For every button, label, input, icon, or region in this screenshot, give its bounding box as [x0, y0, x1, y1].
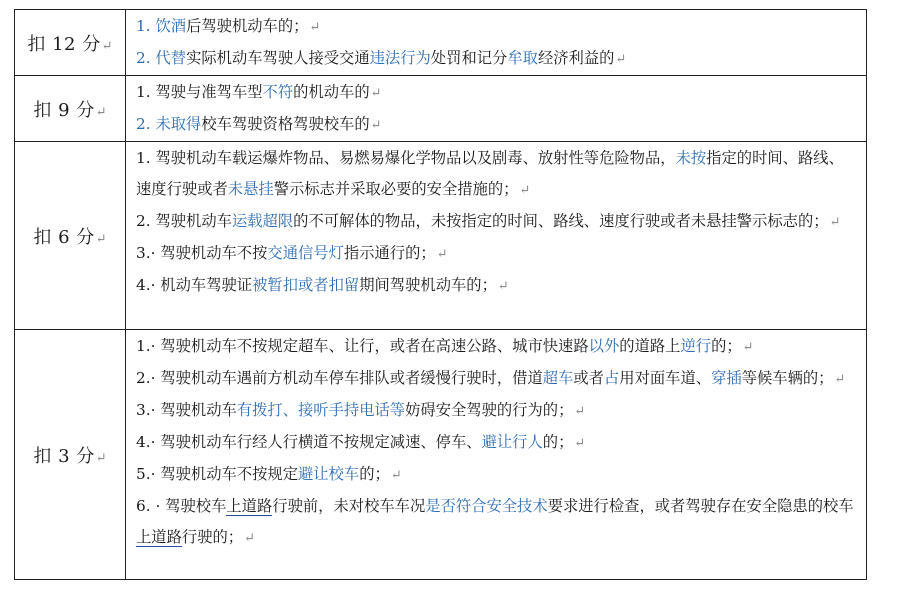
- paragraph-mark-icon: ↵: [95, 231, 107, 247]
- violation-text: 指示通行的；: [343, 244, 436, 262]
- points-label: 扣 6 分: [33, 226, 95, 248]
- paragraph-mark-icon: ↵: [370, 86, 382, 101]
- highlighted-text: 穿插: [711, 369, 742, 387]
- violation-text: 妨碍安全驾驶的行为的；: [405, 401, 574, 419]
- violation-text: 警示标志并采取必要的安全措施的；: [273, 180, 519, 198]
- highlighted-text: 1. 饮酒: [136, 17, 187, 35]
- violation-text: 的；: [542, 433, 574, 451]
- highlighted-text: 2. 未取得: [136, 115, 202, 133]
- violation-text: 要求进行检查，或者驾驶存在安全隐患的校车: [547, 497, 854, 515]
- highlighted-text: 有拨打、接听手持电话等: [236, 401, 406, 419]
- highlighted-text: 未悬挂: [227, 180, 274, 198]
- violation-text: 处罚和记分: [430, 49, 508, 67]
- violations-cell: [126, 142, 867, 330]
- highlighted-text: 未按: [675, 149, 707, 167]
- violation-item: [136, 109, 858, 141]
- violation-text: 的道路上: [619, 337, 681, 355]
- violation-text: 指定的时间、路线、速度行驶或者: [136, 149, 844, 198]
- violation-item: [136, 331, 858, 363]
- highlighted-text: 避让校车: [298, 465, 360, 483]
- violation-text: 2. 驾驶机动车: [136, 212, 232, 230]
- violation-text: 或者: [573, 369, 604, 387]
- violation-text: 用对面车道、: [619, 369, 712, 387]
- paragraph-mark-icon: ↵: [370, 118, 382, 133]
- points-row: [15, 142, 867, 330]
- points-row: [15, 10, 867, 76]
- paragraph-mark-icon: ↵: [829, 215, 841, 230]
- violation-text: 校车驾驶资格驾驶校车的: [201, 115, 370, 133]
- highlighted-text: 运载超限: [231, 212, 294, 230]
- highlighted-text: 以外: [588, 337, 620, 355]
- violation-item: [136, 491, 858, 554]
- violation-text: 的；: [711, 337, 742, 355]
- paragraph-mark-icon: ↵: [95, 450, 107, 466]
- violation-text: 的不可解体的物品，未按指定的时间、路线、速度行驶或者未悬挂警示标志的；: [293, 212, 829, 230]
- violation-item: [136, 143, 858, 206]
- violation-item: [136, 427, 858, 459]
- highlighted-text: 违法行为: [369, 49, 431, 67]
- violation-text: 4.· 机动车驾驶证: [136, 276, 253, 294]
- violation-text: 2.· 驾驶机动车遇前方机动车停车排队或者缓慢行驶时，借道: [136, 369, 543, 387]
- points-row: [15, 76, 867, 142]
- violation-text: 的；: [359, 465, 390, 483]
- highlighted-text: 2. 代替: [136, 49, 187, 67]
- highlighted-text: 被暂扣或者扣留: [252, 276, 360, 294]
- violation-item: [136, 395, 858, 427]
- paragraph-mark-icon: ↵: [436, 247, 448, 262]
- highlighted-text: 占: [603, 369, 620, 387]
- violation-item: [136, 43, 858, 75]
- highlighted-text: 超车: [542, 369, 574, 387]
- highlighted-text: 逆行: [680, 337, 712, 355]
- violation-text: 行驶的；: [181, 528, 244, 546]
- violations-cell: [126, 76, 867, 142]
- violation-item: [136, 363, 858, 395]
- highlighted-text: 交通信号灯: [267, 244, 344, 262]
- violation-item: [136, 238, 858, 270]
- paragraph-mark-icon: ↵: [95, 104, 107, 120]
- paragraph-mark-icon: ↵: [519, 183, 531, 198]
- paragraph-mark-icon: ↵: [574, 436, 586, 451]
- violation-text: 1. 驾驶与准驾车型: [136, 83, 263, 101]
- violation-text: 3.· 驾驶机动车: [136, 401, 237, 419]
- violation-text: 5.· 驾驶机动车不按规定: [136, 465, 298, 483]
- violation-text: 1.· 驾驶机动车不按规定超车、让行，或者在高速公路、城市快速路: [136, 337, 589, 355]
- highlighted-text: 避让行人: [481, 433, 543, 451]
- points-label: 扣 3 分: [33, 445, 95, 467]
- violation-text: 后驾驶机动车的；: [186, 17, 309, 35]
- violation-text: 4.· 驾驶机动车行经人行横道不按规定减速、停车、: [136, 433, 482, 451]
- paragraph-mark-icon: ↵: [742, 340, 754, 355]
- paragraph-mark-icon: ↵: [834, 372, 846, 387]
- violation-text: 实际机动车驾驶人接受交通: [186, 49, 370, 67]
- paragraph-mark-icon: ↵: [497, 279, 509, 294]
- violation-item: [136, 206, 858, 238]
- penalty-points-table: [14, 9, 867, 580]
- violation-text: 1. 驾驶机动车载运爆炸物品、易燃易爆化学物品以及剧毒、放射性等危险物品，: [136, 149, 676, 167]
- violation-text: 的机动车的: [293, 83, 370, 101]
- points-label-cell: [15, 10, 126, 76]
- highlighted-text: 牟取: [507, 49, 538, 67]
- highlighted-text: 是否符合安全技术: [425, 497, 548, 515]
- violation-text: 3.· 驾驶机动车不按: [136, 244, 268, 262]
- points-label: 扣 9 分: [33, 99, 95, 121]
- highlighted-text: 不符: [262, 83, 294, 101]
- points-row: [15, 330, 867, 580]
- paragraph-mark-icon: ↵: [615, 52, 627, 67]
- violation-text: 期间驾驶机动车的；: [359, 276, 497, 294]
- violation-item: [136, 459, 858, 491]
- violations-cell: [126, 10, 867, 76]
- violation-text: 经济利益的: [537, 49, 615, 67]
- points-label-cell: [15, 76, 126, 142]
- points-label-cell: [15, 330, 126, 580]
- violations-cell: [126, 330, 867, 580]
- violation-text: 等候车辆的；: [741, 369, 834, 387]
- paragraph-mark-icon: ↵: [309, 20, 321, 35]
- violation-item: [136, 77, 858, 109]
- points-label: 扣 12 分: [27, 33, 101, 55]
- violation-text: 6. · 驾驶校车: [136, 497, 227, 515]
- violation-text: 行驶前，未对校车车况: [272, 497, 426, 515]
- underlined-text: 上道路: [226, 497, 273, 515]
- violation-item: [136, 270, 858, 302]
- paragraph-mark-icon: ↵: [574, 404, 586, 419]
- paragraph-mark-icon: ↵: [390, 468, 402, 483]
- paragraph-mark-icon: ↵: [244, 531, 256, 546]
- violation-item: [136, 11, 858, 43]
- underlined-text: 上道路: [136, 528, 182, 546]
- paragraph-mark-icon: ↵: [101, 38, 113, 54]
- points-label-cell: [15, 142, 126, 330]
